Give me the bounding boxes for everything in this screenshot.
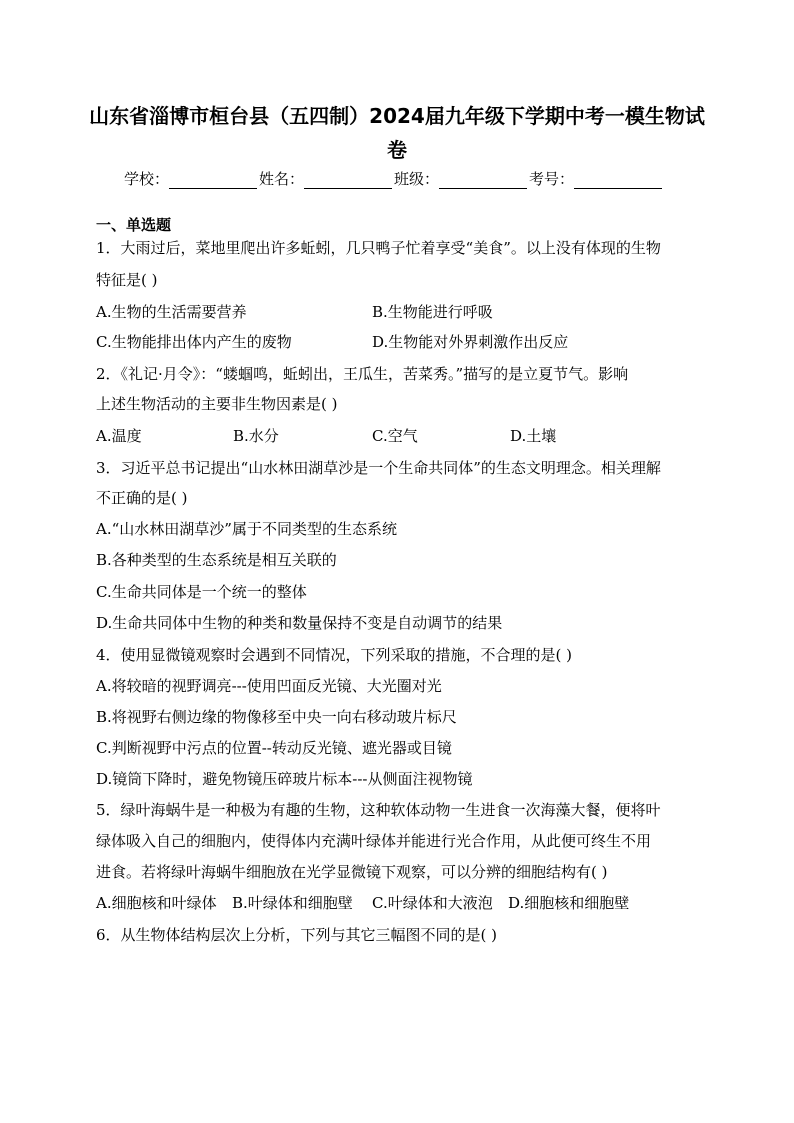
q4-option-c: C.判断视野中污点的位置--转动反光镜、遮光器或目镜 — [96, 739, 452, 757]
q5-option-a: A.细胞核和叶绿体 — [96, 894, 217, 912]
name-label: 姓名： — [259, 170, 305, 188]
number-label: 考号： — [529, 170, 575, 188]
class-label: 班级： — [394, 170, 440, 188]
q5-stem-line2: 绿体吸入自己的细胞内，使得体内充满叶绿体并能进行光合作用，从此便可终生不用 — [96, 832, 652, 850]
q1-option-c: C.生物能排出体内产生的废物 — [96, 333, 292, 351]
q1-stem-line1: 1．大雨过后，菜地里爬出许多蚯蚓，几只鸭子忙着享受“美食”。以上没有体现的生物 — [96, 239, 661, 257]
q3-stem-line2: 不正确的是( ) — [96, 489, 188, 507]
q6-stem-line1: 6．从生物体结构层次上分析，下列与其它三幅图不同的是( ) — [96, 926, 498, 944]
q3-option-d: D.生命共同体中生物的种类和数量保持不变是自动调节的结果 — [96, 614, 503, 632]
q4-option-a: A.将较暗的视野调亮---使用凹面反光镜、大光圈对光 — [96, 677, 442, 695]
q2-option-d: D.土壤 — [510, 427, 557, 445]
q3-option-c: C.生命共同体是一个统一的整体 — [96, 583, 307, 601]
q3-option-b: B.各种类型的生态系统是相互关联的 — [96, 551, 337, 569]
q5-stem-line1: 5．绿叶海蜗牛是一种极为有趣的生物，这种软体动物一生进食一次海藻大餐，便将叶 — [96, 801, 661, 819]
q5-option-b: B.叶绿体和细胞壁 — [232, 894, 353, 912]
q1-stem-line2: 特征是( ) — [96, 271, 158, 289]
q2-stem-line1: 2．《礼记·月令》：“蝼蝈鸣，蚯蚓出，王瓜生，苦菜秀。”描写的是立夏节气。影响 — [96, 365, 629, 383]
q5-stem-line3: 进食。若将绿叶海蜗牛细胞放在光学显微镜下观察，可以分辨的细胞结构有( ) — [96, 863, 608, 881]
q1-option-d: D.生物能对外界刺激作出反应 — [372, 333, 569, 351]
q5-option-c: C.叶绿体和大液泡 — [372, 894, 493, 912]
q4-option-d: D.镜筒下降时，避免物镜压碎玻片标本---从侧面注视物镜 — [96, 770, 473, 788]
school-blank — [169, 170, 257, 189]
q3-option-a: A.“山水林田湖草沙”属于不同类型的生态系统 — [96, 520, 397, 538]
q2-stem-line2: 上述生物活动的主要非生物因素是( ) — [96, 395, 338, 413]
q2-option-c: C.空气 — [372, 427, 418, 445]
q2-option-b: B.水分 — [233, 427, 279, 445]
q1-option-a: A.生物的生活需要营养 — [96, 303, 247, 321]
student-info-row — [124, 168, 684, 189]
q5-option-d: D.细胞核和细胞壁 — [508, 894, 630, 912]
exam-title-line2: 卷 — [387, 138, 407, 162]
q4-stem-line1: 4．使用显微镜观察时会遇到不同情况，下列采取的措施，不合理的是( ) — [96, 646, 573, 664]
q3-stem-line1: 3．习近平总书记提出“山水林田湖草沙是一个生命共同体”的生态文明理念。相关理解 — [96, 459, 661, 477]
q1-option-b: B.生物能进行呼吸 — [372, 303, 493, 321]
q2-option-a: A.温度 — [96, 427, 142, 445]
section-heading: 一、单选题 — [96, 216, 172, 234]
name-blank — [304, 170, 392, 189]
school-label: 学校： — [124, 170, 170, 188]
exam-title-line1: 山东省淄博市桓台县（五四制）2024届九年级下学期中考一模生物试 — [89, 104, 705, 128]
q4-option-b: B.将视野右侧边缘的物像移至中央一向右移动玻片标尺 — [96, 708, 457, 726]
number-blank — [574, 170, 662, 189]
class-blank — [439, 170, 527, 189]
